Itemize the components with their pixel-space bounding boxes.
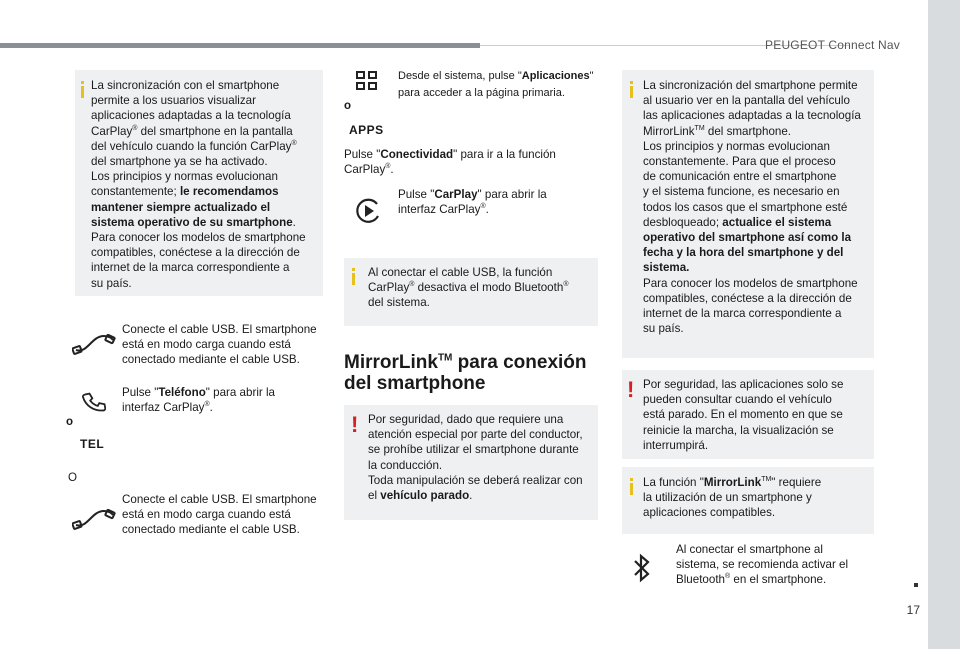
warning-icon: ! <box>351 412 359 437</box>
bluetooth-step: Al conectar el smartphone al sistema, se recomienda activar el Bluetooth® en el smartphone. <box>676 543 849 587</box>
info-icon <box>352 273 355 285</box>
usb-step-2: Conecte el cable USB. El smartphone está en modo carga cuando está conectado mediante el cable USB. <box>122 493 317 537</box>
page-edge-tab <box>928 0 960 649</box>
mirrorlink-note-text: La sincronización del smartphone permite al usuario ver en la pantalla del vehículo las aplicaciones adaptadas a la tecnología MirrorLink™ del smartphone. Los principios y normas evolucionan constantemente. Para que el proceso de comunicación entre el smartphone y el sistema funcione, es necesario en todos los casos que el smartphone esté desbloqueado; actualice el sistema operativo del smartphone así como la fecha y la hora del smartphone y del sistema. Para conocer los modelos de smartphone compatibles, conéctese a la dirección de internet de la marca correspondiente a su país. <box>643 79 861 336</box>
tel-button-label: TEL <box>80 437 105 451</box>
continue-marker <box>914 583 918 587</box>
or-label-2: O <box>68 471 78 484</box>
connectivity-step: Pulse "Conectividad" para ir a la función CarPlay®. <box>344 148 556 177</box>
usb-cable-icon <box>72 330 116 356</box>
or-label-1: o <box>66 416 74 428</box>
carplay-step: Pulse "CarPlay" para abrir la interfaz CarPlay®. <box>398 188 547 217</box>
compat-note-text: La función "MirrorLink™" requiere la utilización de un smartphone y aplicaciones compatibles. <box>643 476 822 520</box>
bluetooth-icon <box>632 552 652 584</box>
apps-step: Desde el sistema, pulse "Aplicaciones" para acceder a la página primaria. <box>398 70 594 99</box>
warning-icon: ! <box>627 377 635 402</box>
usb-cable-icon <box>72 505 116 531</box>
info-note-text: La sincronización con el smartphone permite a los usuarios visualizar aplicaciones adaptadas a la tecnología CarPlay® del smartphone en la pantalla del vehículo cuando la función CarPlay® del smartphone ya se ha activado. Los principios y normas evolucionan constantemente; le recomendamos mantener siempre actualizado el sistema operativo de su smartphone. Para conocer los modelos de smartphone compatibles, conéctese a la dirección de internet de la marca correspondiente a su país. <box>91 79 306 290</box>
usb-step-1: Conecte el cable USB. El smartphone está en modo carga cuando está conectado mediante el cable USB. <box>122 323 317 367</box>
info-icon <box>630 483 633 495</box>
phone-icon <box>82 390 106 414</box>
apps-grid-icon <box>355 70 379 92</box>
apps-button-label: APPS <box>349 123 384 137</box>
running-header: PEUGEOT Connect Nav <box>765 38 900 52</box>
or-label-3: o <box>344 100 352 112</box>
info-icon <box>630 86 633 98</box>
apps-warning-text: Por seguridad, las aplicaciones solo se pueden consultar cuando el vehículo está parado. En el momento en que se reinicie la marcha, la visualización se interrumpirá. <box>643 378 844 452</box>
carplay-play-icon <box>353 196 383 226</box>
phone-step: Pulse "Teléfono" para abrir la interfaz CarPlay®. <box>122 386 275 415</box>
info-icon <box>81 86 84 98</box>
header-rule <box>0 43 480 48</box>
section-heading: MirrorLink™ para conexión del smartphone <box>344 352 587 394</box>
warning-note-text: Por seguridad, dado que requiere una atención especial por parte del conductor, se prohíbe utilizar el smartphone durante la conducción. Toda manipulación se deberá realizar con el vehículo parado. <box>368 413 583 503</box>
usb-note-text: Al conectar el cable USB, la función CarPlay® desactiva el modo Bluetooth® del sistema. <box>368 266 569 310</box>
page-number: 17 <box>906 603 920 617</box>
